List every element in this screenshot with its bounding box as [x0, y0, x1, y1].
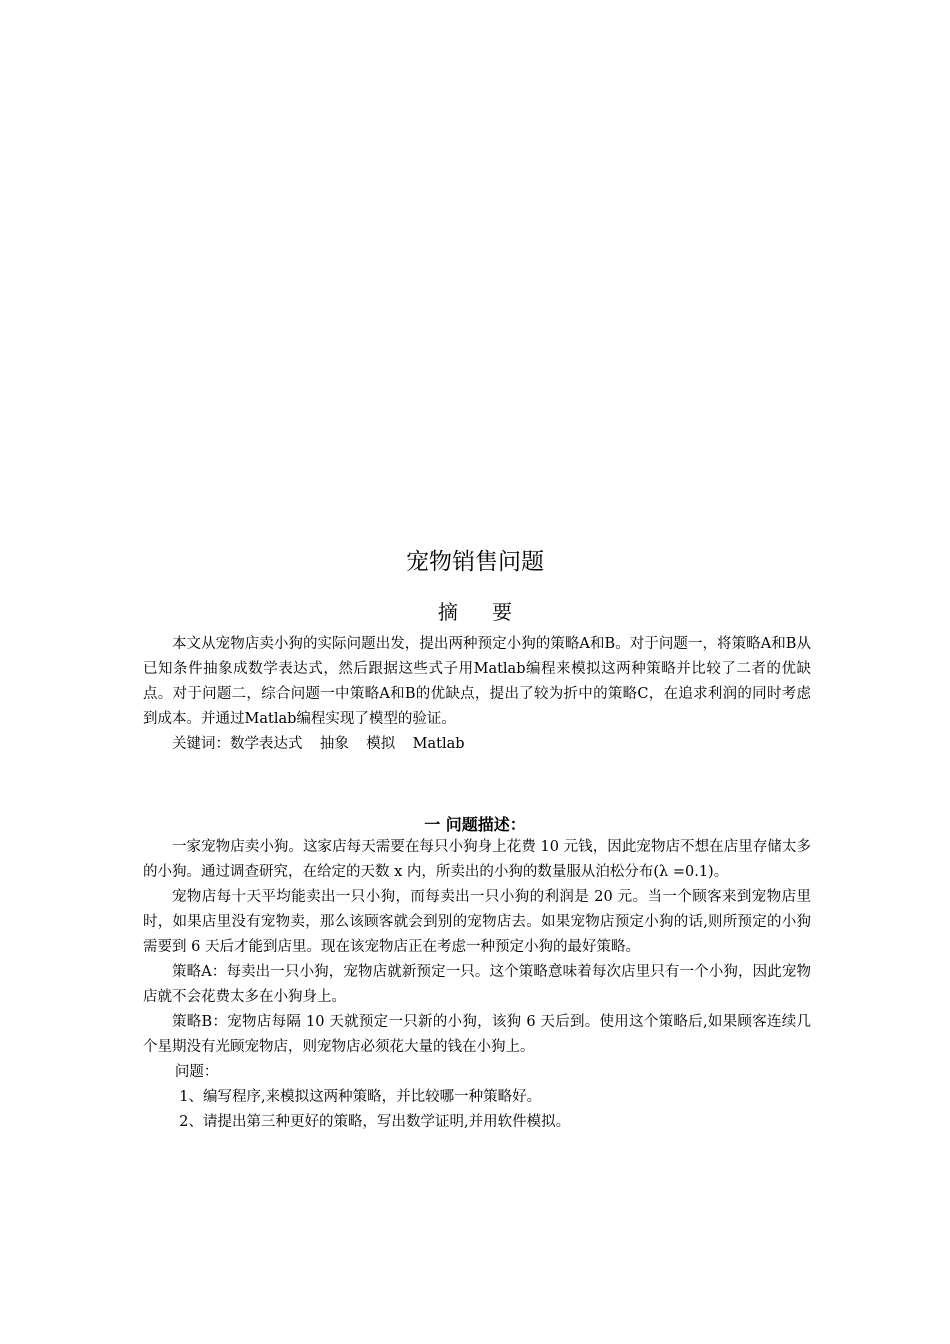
keyword-item: Matlab: [412, 736, 465, 752]
keywords-label: 关键词：: [172, 736, 230, 752]
question-item: 2、请提出第三种更好的策略，写出数学证明,并用软件模拟。: [179, 1114, 571, 1130]
questions-label: 问题：: [174, 1064, 219, 1080]
abstract-paragraph: 本文从宠物店卖小狗的实际问题出发，提出两种预定小狗的策略A和B。对于问题一，将策略A和B从已知条件抽象成数学表达式，然后跟据这些式子用Matlab编程来模拟这两种策略并比较了二者的优缺点。对于问题二，综合问题一中策略A和B的优缺点，提出了较为折中的策略C，在追求利润的同时考虑到成本。并通过Matlab编程实现了模型的验证。: [143, 636, 811, 727]
keyword-item: 模拟: [366, 736, 396, 752]
section-heading-problem-description: 一 问题描述：: [424, 815, 526, 834]
keyword-item: 数学表达式: [230, 736, 303, 752]
keyword-item: 抽象: [319, 736, 349, 752]
body-paragraph: 一家宠物店卖小狗。这家店每天需要在每只小狗身上花费 10 元钱，因此宠物店不想在店里存储太多的小狗。通过调查研究，在给定的天数 x 内，所卖出的小狗的数量服从泊松分布(λ =0.1)。: [143, 839, 811, 880]
body-paragraph: 宠物店每十天平均能卖出一只小狗，而每卖出一只小狗的利润是 20 元。当一个顾客来到宠物店里时，如果店里没有宠物卖，那么该顾客就会到别的宠物店去。如果宠物店预定小狗的话,则所预定的小狗需要到 6 天后才能到店里。现在该宠物店正在考虑一种预定小狗的最好策略。: [143, 889, 811, 955]
keywords-line: [143, 732, 811, 757]
strategy-a-paragraph: 策略A：每卖出一只小狗，宠物店就新预定一只。这个策略意味着每次店里只有一个小狗，因此宠物店就不会花费太多在小狗身上。: [143, 964, 811, 1005]
question-item: 1、编写程序,来模拟这两种策略，并比较哪一种策略好。: [179, 1089, 542, 1105]
paper-title: 宠物销售问题: [406, 549, 544, 575]
strategy-b-paragraph: 策略B：宠物店每隔 10 天就预定一只新的小狗，该狗 6 天后到。使用这个策略后,如果顾客连续几个星期没有光顾宠物店，则宠物店必须花大量的钱在小狗上。: [143, 1014, 811, 1055]
abstract-heading: 摘 要: [437, 600, 527, 624]
problem-description-section: [143, 835, 811, 1135]
abstract-section: [143, 632, 811, 757]
